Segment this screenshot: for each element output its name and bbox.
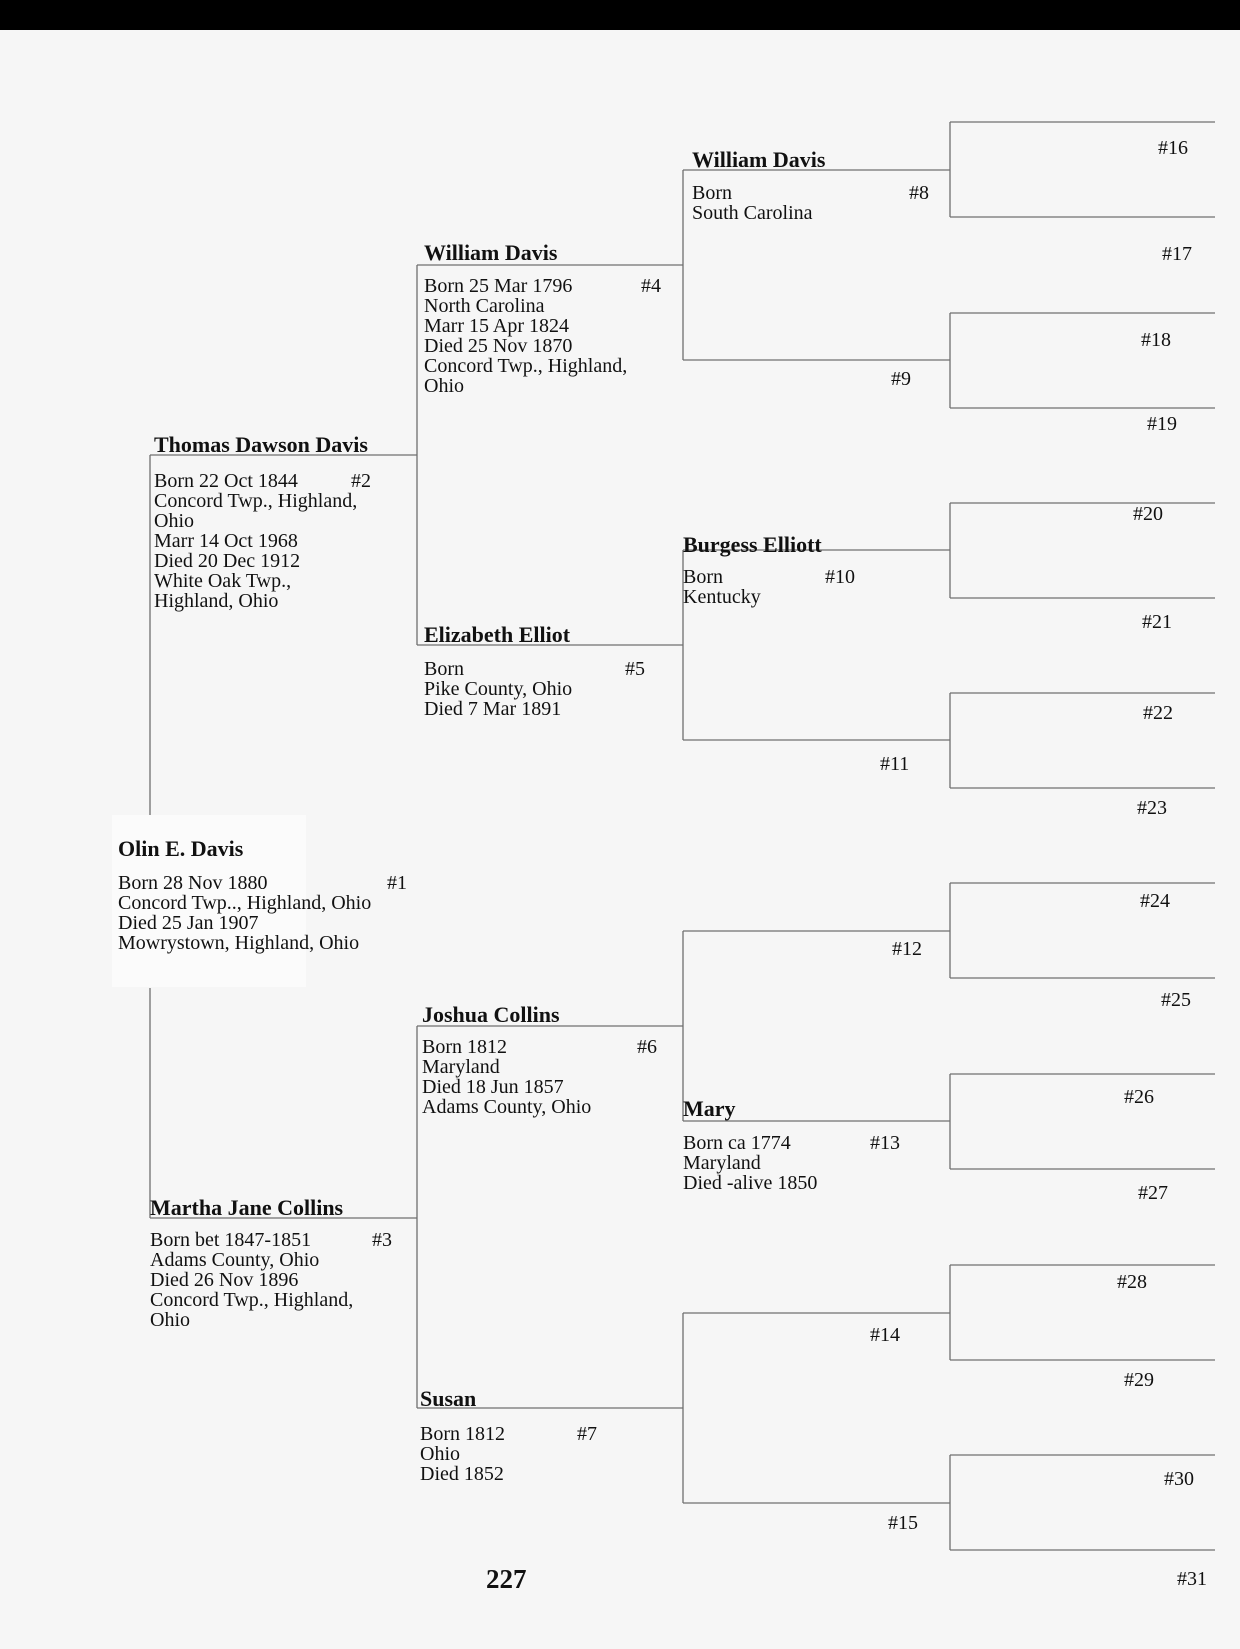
person-2-detail: Marr 14 Oct 1968 <box>154 530 298 552</box>
slot-19-number: #19 <box>1147 413 1177 435</box>
person-3-detail: Ohio <box>150 1309 190 1331</box>
slot-14-number: #14 <box>870 1324 900 1346</box>
person-3-name: Martha Jane Collins <box>150 1195 344 1220</box>
person-8-detail: Born <box>692 182 732 204</box>
slot-12-number: #12 <box>892 938 922 960</box>
person-5-detail: Pike County, Ohio <box>424 678 573 700</box>
person-2-number: #2 <box>351 470 371 492</box>
person-1-name: Olin E. Davis <box>118 836 244 861</box>
slot-29-number: #29 <box>1124 1369 1154 1391</box>
slot-22-number: #22 <box>1143 702 1173 724</box>
person-7-name: Susan <box>420 1386 477 1411</box>
person-1-detail: Mowrystown, Highland, Ohio <box>118 932 360 954</box>
slot-28-number: #28 <box>1117 1271 1147 1293</box>
person-4-name: William Davis <box>424 240 558 265</box>
person-10-name: Burgess Elliott <box>683 532 822 557</box>
person-13-detail: Maryland <box>683 1152 761 1174</box>
slot-9-number: #9 <box>891 368 911 390</box>
person-6-detail: Maryland <box>422 1056 500 1078</box>
person-2-detail: Concord Twp., Highland, <box>154 490 358 512</box>
slot-27-number: #27 <box>1138 1182 1168 1204</box>
person-3-number: #3 <box>372 1229 392 1251</box>
person-2-detail: Born 22 Oct 1844 <box>154 470 298 492</box>
person-6-detail: Born 1812 <box>422 1036 507 1058</box>
person-1-detail: Died 25 Jan 1907 <box>118 912 259 934</box>
person-2-detail: Ohio <box>154 510 194 532</box>
person-3-detail: Concord Twp., Highland, <box>150 1289 354 1311</box>
person-10-number: #10 <box>825 566 855 588</box>
slot-16-number: #16 <box>1158 137 1188 159</box>
person-8-number: #8 <box>909 182 929 204</box>
person-4-detail: Concord Twp., Highland, <box>424 355 628 377</box>
person-4-detail: Marr 15 Apr 1824 <box>424 315 569 337</box>
person-1-number: #1 <box>387 872 407 894</box>
person-6-name: Joshua Collins <box>422 1002 560 1027</box>
person-7-detail: Died 1852 <box>420 1463 504 1485</box>
person-6-number: #6 <box>637 1036 657 1058</box>
person-2-detail: Highland, Ohio <box>154 590 279 612</box>
slot-18-number: #18 <box>1141 329 1171 351</box>
slot-15-number: #15 <box>888 1512 918 1534</box>
person-4-detail: Ohio <box>424 375 464 397</box>
person-13-detail: Born ca 1774 <box>683 1132 791 1154</box>
person-13-detail: Died -alive 1850 <box>683 1172 818 1194</box>
person-5-name: Elizabeth Elliot <box>424 622 571 647</box>
person-5-detail: Born <box>424 658 464 680</box>
person-6-detail: Died 18 Jun 1857 <box>422 1076 564 1098</box>
slot-11-number: #11 <box>880 753 910 775</box>
person-2-name: Thomas Dawson Davis <box>154 432 368 457</box>
person-2-detail: Died 20 Dec 1912 <box>154 550 301 572</box>
person-5-detail: Died 7 Mar 1891 <box>424 698 562 720</box>
person-6-detail: Adams County, Ohio <box>422 1096 592 1118</box>
slot-30-number: #30 <box>1164 1468 1194 1490</box>
person-3-detail: Adams County, Ohio <box>150 1249 320 1271</box>
person-4-detail: North Carolina <box>424 295 545 317</box>
person-1-detail: Concord Twp.., Highland, Ohio <box>118 892 372 914</box>
person-2-detail: White Oak Twp., <box>154 570 292 592</box>
slot-23-number: #23 <box>1137 797 1167 819</box>
person-3-detail: Born bet 1847-1851 <box>150 1229 312 1251</box>
slot-17-number: #17 <box>1162 243 1192 265</box>
person-8-detail: South Carolina <box>692 202 813 224</box>
slot-21-number: #21 <box>1142 611 1172 633</box>
person-13-number: #13 <box>870 1132 900 1154</box>
person-7-detail: Born 1812 <box>420 1423 505 1445</box>
person-4-number: #4 <box>641 275 661 297</box>
person-10-detail: Born <box>683 566 723 588</box>
slot-20-number: #20 <box>1133 503 1163 525</box>
slot-24-number: #24 <box>1140 890 1170 912</box>
person-8-name: William Davis <box>692 147 826 172</box>
person-7-detail: Ohio <box>420 1443 460 1465</box>
person-13-name: Mary <box>683 1096 736 1121</box>
person-3-detail: Died 26 Nov 1896 <box>150 1269 299 1291</box>
page-number: 227 <box>486 1564 527 1594</box>
person-5-number: #5 <box>625 658 645 680</box>
slot-25-number: #25 <box>1161 989 1191 1011</box>
person-10-detail: Kentucky <box>683 586 761 608</box>
slot-26-number: #26 <box>1124 1086 1154 1108</box>
person-4-detail: Died 25 Nov 1870 <box>424 335 573 357</box>
person-4-detail: Born 25 Mar 1796 <box>424 275 573 297</box>
person-7-number: #7 <box>577 1423 597 1445</box>
person-1-detail: Born 28 Nov 1880 <box>118 872 268 894</box>
slot-31-number: #31 <box>1177 1568 1207 1590</box>
